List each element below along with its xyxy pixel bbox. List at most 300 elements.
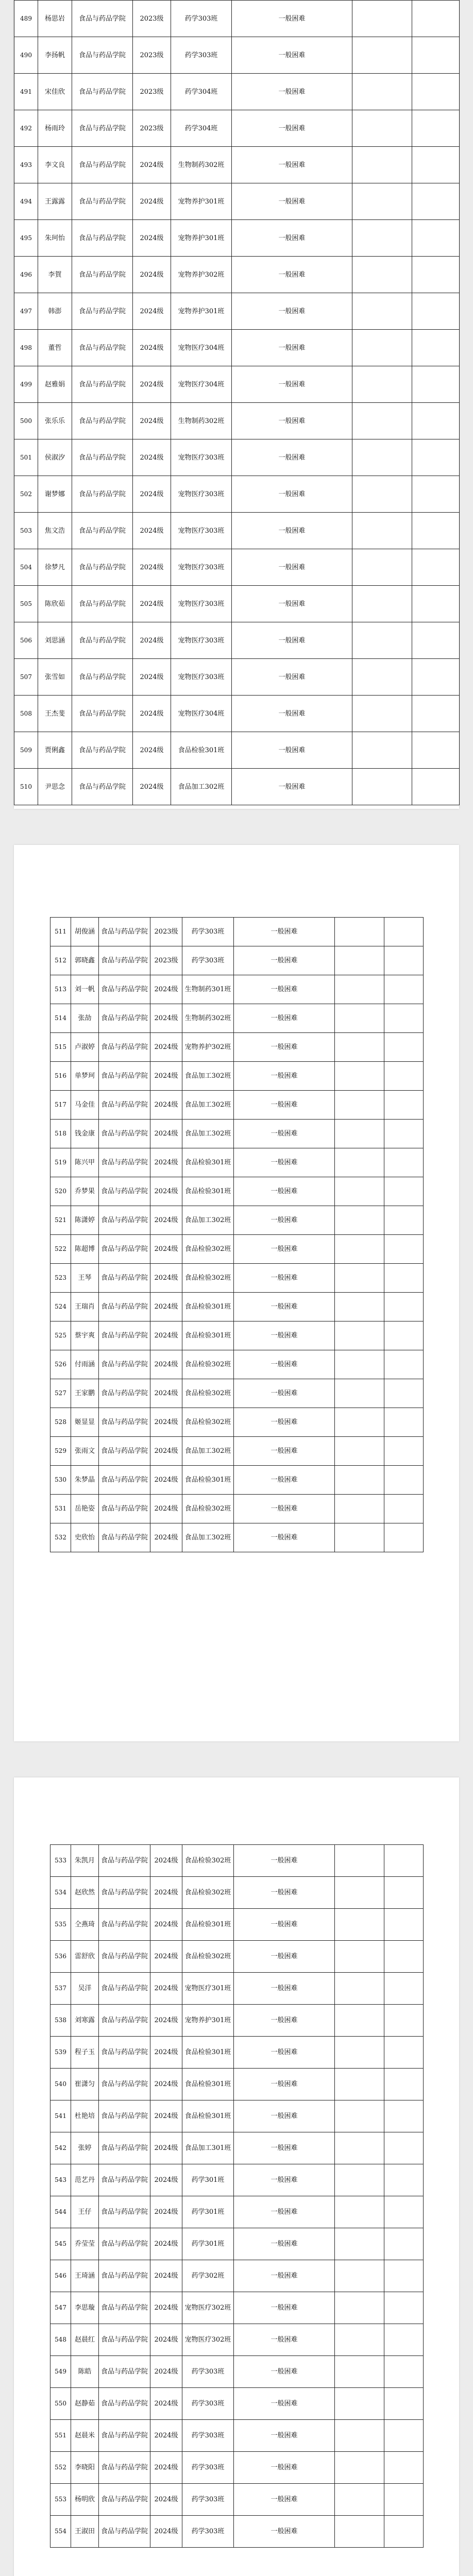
empty-cell <box>384 1379 424 1408</box>
table-row <box>14 74 460 110</box>
college-name: 食品与药品学院 <box>99 2516 150 2548</box>
class-name: 食品检验302班 <box>182 1845 234 1877</box>
class-name: 宠物养护301班 <box>182 2005 234 2037</box>
student-name: 程子玉 <box>71 2037 99 2069</box>
row-number: 528 <box>50 1408 71 1437</box>
grade-year: 2024级 <box>150 2484 182 2516</box>
class-name: 药学304班 <box>171 74 232 110</box>
student-name: 张雨文 <box>71 1437 99 1466</box>
student-name: 宋佳欣 <box>38 74 72 110</box>
difficulty-level: 一般困难 <box>232 696 352 732</box>
grade-year: 2023级 <box>150 946 182 975</box>
grade-year: 2024级 <box>133 549 171 586</box>
table-row <box>50 1408 424 1437</box>
empty-cell <box>335 1033 384 1062</box>
difficulty-level: 一般困难 <box>234 1177 335 1206</box>
class-name: 宠物医疗304班 <box>171 366 232 403</box>
empty-cell <box>384 946 424 975</box>
empty-cell <box>335 918 384 946</box>
class-name: 食品检验301班 <box>182 1321 234 1350</box>
empty-cell <box>412 732 460 769</box>
college-name: 食品与药品学院 <box>99 2069 150 2100</box>
row-number: 505 <box>14 586 38 622</box>
empty-cell <box>412 439 460 476</box>
college-name: 食品与药品学院 <box>72 769 133 805</box>
table-row <box>14 513 460 549</box>
empty-cell <box>335 1845 384 1877</box>
student-name: 赵静茹 <box>71 2388 99 2420</box>
empty-cell <box>384 2292 424 2324</box>
row-number: 552 <box>50 2452 71 2484</box>
grade-year: 2024级 <box>150 1845 182 1877</box>
difficulty-level: 一般困难 <box>234 1845 335 1877</box>
table-row <box>50 2324 424 2356</box>
student-name: 付雨涵 <box>71 1350 99 1379</box>
empty-cell <box>335 2037 384 2069</box>
student-name: 范艺丹 <box>71 2164 99 2196</box>
empty-cell <box>384 2484 424 2516</box>
difficulty-level: 一般困难 <box>234 2132 335 2164</box>
empty-cell <box>384 2100 424 2132</box>
row-number: 536 <box>50 1941 71 1973</box>
empty-cell <box>412 147 460 183</box>
class-name: 食品检验302班 <box>182 1235 234 1264</box>
college-name: 食品与药品学院 <box>72 549 133 586</box>
document-page-1 <box>14 0 459 809</box>
class-name: 食品检验302班 <box>182 1495 234 1523</box>
student-name: 雷舒欣 <box>71 1941 99 1973</box>
empty-cell <box>412 183 460 220</box>
class-name: 食品检验301班 <box>171 732 232 769</box>
empty-cell <box>384 1973 424 2005</box>
student-name: 吴洋 <box>71 1973 99 2005</box>
empty-cell <box>384 2420 424 2452</box>
empty-cell <box>384 2196 424 2228</box>
college-name: 食品与药品学院 <box>99 2420 150 2452</box>
document-page-2 <box>14 845 459 1741</box>
class-name: 药学302班 <box>182 2260 234 2292</box>
class-name: 宠物医疗303班 <box>171 513 232 549</box>
student-name: 赵晨红 <box>71 2324 99 2356</box>
grade-year: 2024级 <box>133 586 171 622</box>
difficulty-level: 一般困难 <box>234 1235 335 1264</box>
empty-cell <box>335 2228 384 2260</box>
college-name: 食品与药品学院 <box>99 1004 150 1033</box>
college-name: 食品与药品学院 <box>99 2260 150 2292</box>
student-name: 马金佳 <box>71 1091 99 1120</box>
student-name: 赵雅娟 <box>38 366 72 403</box>
difficulty-level: 一般困难 <box>232 403 352 439</box>
grade-year: 2024级 <box>150 2228 182 2260</box>
college-name: 食品与药品学院 <box>72 439 133 476</box>
empty-cell <box>335 2132 384 2164</box>
row-number: 531 <box>50 1495 71 1523</box>
empty-cell <box>335 1091 384 1120</box>
empty-cell <box>352 513 412 549</box>
grade-year: 2024级 <box>150 1120 182 1148</box>
difficulty-level: 一般困难 <box>234 1004 335 1033</box>
class-name: 药学303班 <box>182 2452 234 2484</box>
row-number: 533 <box>50 1845 71 1877</box>
empty-cell <box>352 366 412 403</box>
empty-cell <box>335 1177 384 1206</box>
row-number: 553 <box>50 2484 71 2516</box>
difficulty-level: 一般困难 <box>234 2292 335 2324</box>
empty-cell <box>412 74 460 110</box>
grade-year: 2024级 <box>133 622 171 659</box>
college-name: 食品与药品学院 <box>99 2324 150 2356</box>
student-name: 徐梦凡 <box>38 549 72 586</box>
empty-cell <box>412 622 460 659</box>
difficulty-level: 一般困难 <box>234 1033 335 1062</box>
college-name: 食品与药品学院 <box>99 1909 150 1941</box>
roster-table <box>50 917 424 1552</box>
table-row <box>14 366 460 403</box>
class-name: 宠物养护301班 <box>171 293 232 330</box>
grade-year: 2024级 <box>150 975 182 1004</box>
row-number: 529 <box>50 1437 71 1466</box>
row-number: 493 <box>14 147 38 183</box>
difficulty-level: 一般困难 <box>234 946 335 975</box>
empty-cell <box>352 769 412 805</box>
college-name: 食品与药品学院 <box>99 1973 150 2005</box>
table-row <box>50 2228 424 2260</box>
row-number: 489 <box>14 1 38 37</box>
college-name: 食品与药品学院 <box>99 2388 150 2420</box>
class-name: 食品加工302班 <box>182 1206 234 1235</box>
college-name: 食品与药品学院 <box>99 1845 150 1877</box>
empty-cell <box>412 659 460 696</box>
student-name: 胡俊涵 <box>71 918 99 946</box>
grade-year: 2024级 <box>150 1293 182 1321</box>
table-row <box>14 257 460 293</box>
class-name: 药学303班 <box>182 2356 234 2388</box>
college-name: 食品与药品学院 <box>72 183 133 220</box>
grade-year: 2024级 <box>133 330 171 366</box>
empty-cell <box>352 183 412 220</box>
college-name: 食品与药品学院 <box>99 2356 150 2388</box>
table-row <box>14 586 460 622</box>
row-number: 517 <box>50 1091 71 1120</box>
difficulty-level: 一般困难 <box>234 2420 335 2452</box>
grade-year: 2024级 <box>150 1495 182 1523</box>
empty-cell <box>335 1973 384 2005</box>
empty-cell <box>384 1909 424 1941</box>
empty-cell <box>352 74 412 110</box>
student-name: 陈兴甲 <box>71 1148 99 1177</box>
college-name: 食品与药品学院 <box>99 1062 150 1091</box>
class-name: 食品检验301班 <box>182 1466 234 1495</box>
row-number: 502 <box>14 476 38 513</box>
college-name: 食品与药品学院 <box>99 1466 150 1495</box>
empty-cell <box>335 2452 384 2484</box>
student-name: 刘一帆 <box>71 975 99 1004</box>
difficulty-level: 一般困难 <box>232 330 352 366</box>
student-name: 侯淑汐 <box>38 439 72 476</box>
row-number: 513 <box>50 975 71 1004</box>
grade-year: 2024级 <box>150 1350 182 1379</box>
student-name: 蔡宇爽 <box>71 1321 99 1350</box>
table-row <box>14 110 460 147</box>
table-row <box>14 330 460 366</box>
empty-cell <box>384 1235 424 1264</box>
grade-year: 2024级 <box>150 1235 182 1264</box>
grade-year: 2024级 <box>133 220 171 257</box>
difficulty-level: 一般困难 <box>232 183 352 220</box>
student-name: 焦文浩 <box>38 513 72 549</box>
empty-cell <box>335 1321 384 1350</box>
row-number: 539 <box>50 2037 71 2069</box>
empty-cell <box>335 2196 384 2228</box>
student-name: 陈皓 <box>71 2356 99 2388</box>
grade-year: 2023级 <box>133 1 171 37</box>
college-name: 食品与药品学院 <box>99 2037 150 2069</box>
empty-cell <box>384 2164 424 2196</box>
table-row <box>50 1941 424 1973</box>
empty-cell <box>412 220 460 257</box>
grade-year: 2024级 <box>150 1062 182 1091</box>
difficulty-level: 一般困难 <box>234 1495 335 1523</box>
row-number: 494 <box>14 183 38 220</box>
row-number: 496 <box>14 257 38 293</box>
empty-cell <box>335 2484 384 2516</box>
empty-cell <box>384 1495 424 1523</box>
student-name: 姬显显 <box>71 1408 99 1437</box>
table-row <box>50 2516 424 2548</box>
grade-year: 2024级 <box>150 2037 182 2069</box>
difficulty-level: 一般困难 <box>234 1120 335 1148</box>
student-name: 谢梦娜 <box>38 476 72 513</box>
class-name: 宠物养护302班 <box>182 1033 234 1062</box>
student-name: 钱金康 <box>71 1120 99 1148</box>
class-name: 生物制药302班 <box>171 147 232 183</box>
table-row <box>14 659 460 696</box>
empty-cell <box>412 513 460 549</box>
difficulty-level: 一般困难 <box>234 1941 335 1973</box>
college-name: 食品与药品学院 <box>99 2100 150 2132</box>
college-name: 食品与药品学院 <box>99 2005 150 2037</box>
table-row <box>50 1033 424 1062</box>
grade-year: 2024级 <box>150 2324 182 2356</box>
class-name: 宠物医疗302班 <box>182 2324 234 2356</box>
grade-year: 2024级 <box>133 439 171 476</box>
difficulty-level: 一般困难 <box>232 293 352 330</box>
empty-cell <box>384 2132 424 2164</box>
difficulty-level: 一般困难 <box>234 1091 335 1120</box>
empty-cell <box>352 476 412 513</box>
grade-year: 2024级 <box>133 293 171 330</box>
difficulty-level: 一般困难 <box>234 2260 335 2292</box>
difficulty-level: 一般困难 <box>234 2037 335 2069</box>
college-name: 食品与药品学院 <box>72 696 133 732</box>
class-name: 食品检验302班 <box>182 1941 234 1973</box>
student-name: 王瑞肖 <box>71 1293 99 1321</box>
table-row <box>50 1091 424 1120</box>
college-name: 食品与药品学院 <box>72 476 133 513</box>
class-name: 食品检验302班 <box>182 1408 234 1437</box>
student-name: 朱凯月 <box>71 1845 99 1877</box>
difficulty-level: 一般困难 <box>232 257 352 293</box>
college-name: 食品与药品学院 <box>72 366 133 403</box>
student-name: 乔莹莹 <box>71 2228 99 2260</box>
grade-year: 2024级 <box>133 513 171 549</box>
grade-year: 2024级 <box>150 1909 182 1941</box>
empty-cell <box>384 2069 424 2100</box>
difficulty-level: 一般困难 <box>232 110 352 147</box>
row-number: 526 <box>50 1350 71 1379</box>
grade-year: 2024级 <box>133 732 171 769</box>
table-row <box>14 622 460 659</box>
table-row <box>50 1120 424 1148</box>
difficulty-level: 一般困难 <box>234 1408 335 1437</box>
empty-cell <box>335 1466 384 1495</box>
table-row <box>14 1 460 37</box>
table-row <box>50 1523 424 1552</box>
college-name: 食品与药品学院 <box>72 586 133 622</box>
empty-cell <box>352 622 412 659</box>
class-name: 药学303班 <box>182 2388 234 2420</box>
student-name: 杨思岩 <box>38 1 72 37</box>
empty-cell <box>412 586 460 622</box>
class-name: 生物制药302班 <box>182 1004 234 1033</box>
student-name: 董哲 <box>38 330 72 366</box>
class-name: 食品检验301班 <box>182 1177 234 1206</box>
empty-cell <box>384 2516 424 2548</box>
grade-year: 2023级 <box>133 74 171 110</box>
row-number: 499 <box>14 366 38 403</box>
college-name: 食品与药品学院 <box>99 2452 150 2484</box>
college-name: 食品与药品学院 <box>72 403 133 439</box>
class-name: 食品加工302班 <box>182 1091 234 1120</box>
student-name: 刘寒露 <box>71 2005 99 2037</box>
grade-year: 2024级 <box>133 257 171 293</box>
table-row <box>50 2132 424 2164</box>
difficulty-level: 一般困难 <box>234 1379 335 1408</box>
empty-cell <box>335 1909 384 1941</box>
grade-year: 2024级 <box>133 696 171 732</box>
difficulty-level: 一般困难 <box>232 147 352 183</box>
empty-cell <box>384 1264 424 1293</box>
difficulty-level: 一般困难 <box>232 586 352 622</box>
empty-cell <box>335 1350 384 1379</box>
empty-cell <box>352 220 412 257</box>
table-row <box>14 439 460 476</box>
table-row <box>50 1177 424 1206</box>
college-name: 食品与药品学院 <box>99 2132 150 2164</box>
college-name: 食品与药品学院 <box>72 293 133 330</box>
class-name: 生物制药301班 <box>182 975 234 1004</box>
difficulty-level: 一般困难 <box>234 918 335 946</box>
document-page-3 <box>14 1777 459 2576</box>
grade-year: 2024级 <box>133 659 171 696</box>
row-number: 534 <box>50 1877 71 1909</box>
empty-cell <box>412 293 460 330</box>
empty-cell <box>412 1 460 37</box>
empty-cell <box>384 1062 424 1091</box>
grade-year: 2024级 <box>150 1206 182 1235</box>
college-name: 食品与药品学院 <box>99 1495 150 1523</box>
student-name: 李思璇 <box>71 2292 99 2324</box>
empty-cell <box>352 147 412 183</box>
empty-cell <box>412 366 460 403</box>
empty-cell <box>335 2164 384 2196</box>
difficulty-level: 一般困难 <box>234 1877 335 1909</box>
college-name: 食品与药品学院 <box>99 1235 150 1264</box>
grade-year: 2024级 <box>150 2356 182 2388</box>
grade-year: 2023级 <box>150 918 182 946</box>
student-name: 朱梦晶 <box>71 1466 99 1495</box>
class-name: 宠物医疗301班 <box>182 1973 234 2005</box>
class-name: 宠物医疗303班 <box>171 586 232 622</box>
grade-year: 2024级 <box>150 1437 182 1466</box>
empty-cell <box>352 696 412 732</box>
row-number: 541 <box>50 2100 71 2132</box>
student-name: 张婷 <box>71 2132 99 2164</box>
row-number: 523 <box>50 1264 71 1293</box>
college-name: 食品与药品学院 <box>72 622 133 659</box>
grade-year: 2024级 <box>133 769 171 805</box>
difficulty-level: 一般困难 <box>234 2452 335 2484</box>
class-name: 食品检验301班 <box>182 1293 234 1321</box>
empty-cell <box>335 2292 384 2324</box>
college-name: 食品与药品学院 <box>72 1 133 37</box>
student-name: 朱珂怡 <box>38 220 72 257</box>
row-number: 527 <box>50 1379 71 1408</box>
class-name: 药学303班 <box>182 2484 234 2516</box>
class-name: 食品加工302班 <box>171 769 232 805</box>
table-row <box>50 2452 424 2484</box>
empty-cell <box>335 1379 384 1408</box>
row-number: 518 <box>50 1120 71 1148</box>
difficulty-level: 一般困难 <box>234 1437 335 1466</box>
row-number: 507 <box>14 659 38 696</box>
row-number: 521 <box>50 1206 71 1235</box>
college-name: 食品与药品学院 <box>99 1437 150 1466</box>
college-name: 食品与药品学院 <box>99 1264 150 1293</box>
college-name: 食品与药品学院 <box>99 975 150 1004</box>
row-number: 548 <box>50 2324 71 2356</box>
row-number: 546 <box>50 2260 71 2292</box>
empty-cell <box>384 1293 424 1321</box>
difficulty-level: 一般困难 <box>234 2484 335 2516</box>
student-name: 刘思涵 <box>38 622 72 659</box>
college-name: 食品与药品学院 <box>99 1120 150 1148</box>
college-name: 食品与药品学院 <box>99 2484 150 2516</box>
table-row <box>50 1909 424 1941</box>
row-number: 498 <box>14 330 38 366</box>
difficulty-level: 一般困难 <box>234 2069 335 2100</box>
student-name: 崔潇匀 <box>71 2069 99 2100</box>
difficulty-level: 一般困难 <box>234 2516 335 2548</box>
empty-cell <box>335 1495 384 1523</box>
student-name: 王杰斐 <box>38 696 72 732</box>
college-name: 食品与药品学院 <box>99 1148 150 1177</box>
difficulty-level: 一般困难 <box>234 2196 335 2228</box>
student-name: 单梦珂 <box>71 1062 99 1091</box>
row-number: 542 <box>50 2132 71 2164</box>
grade-year: 2024级 <box>150 2005 182 2037</box>
row-number: 490 <box>14 37 38 74</box>
student-name: 岳艳姿 <box>71 1495 99 1523</box>
empty-cell <box>384 2260 424 2292</box>
student-name: 赵欣然 <box>71 1877 99 1909</box>
empty-cell <box>352 293 412 330</box>
student-name: 李賀 <box>38 257 72 293</box>
class-name: 食品检验302班 <box>182 1264 234 1293</box>
student-name: 张乐乐 <box>38 403 72 439</box>
grade-year: 2024级 <box>150 1033 182 1062</box>
table-row <box>50 2037 424 2069</box>
